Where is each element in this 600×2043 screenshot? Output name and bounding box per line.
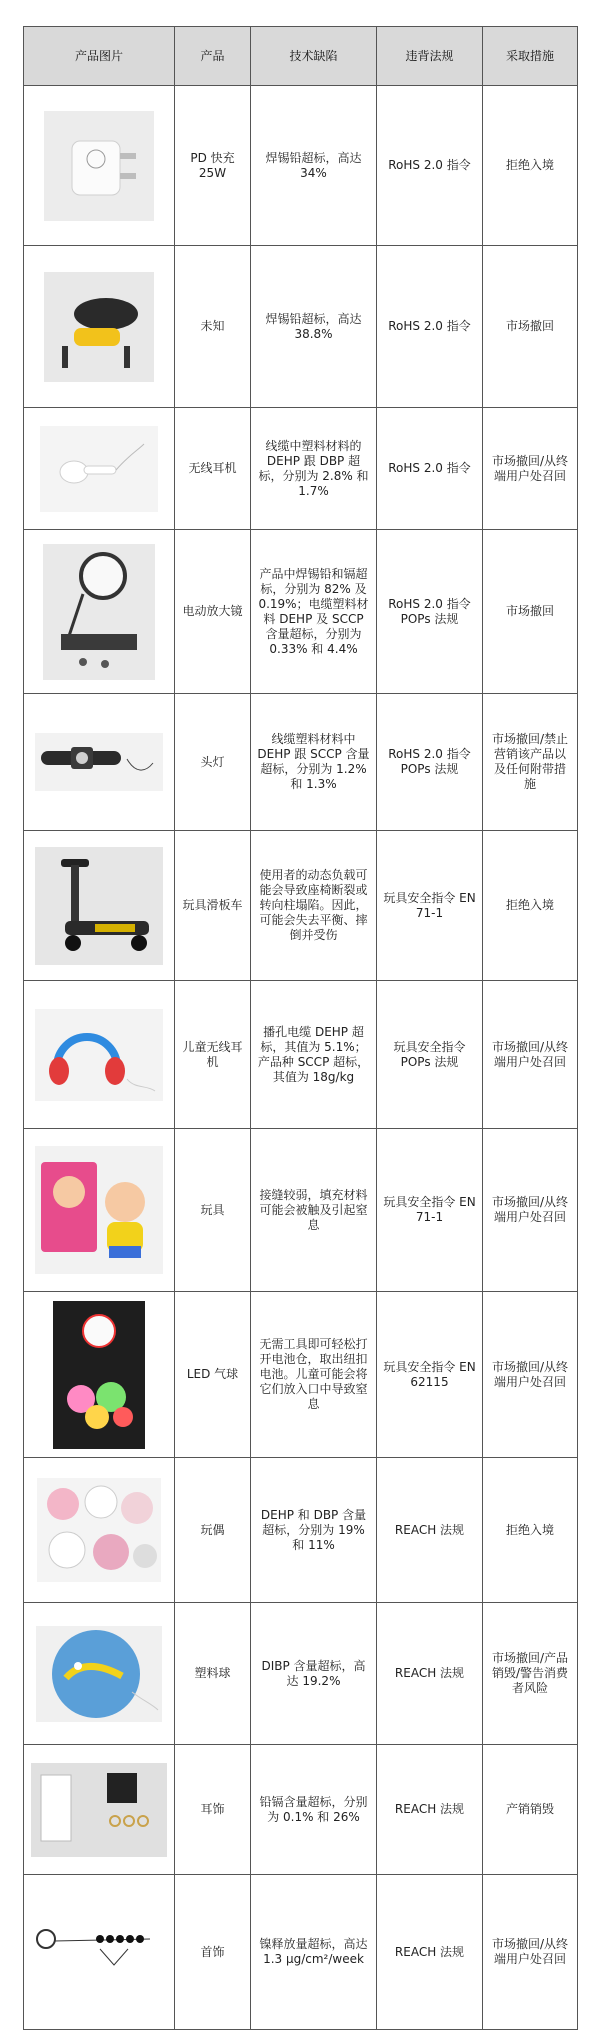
product-image-cell	[24, 1129, 175, 1292]
headphones-image	[35, 1009, 163, 1101]
violated-regulation: 玩具安全指令 EN 62115	[377, 1292, 483, 1458]
measure-taken: 市场撤回/从终端用户处召回	[483, 981, 578, 1129]
product-name: 头灯	[175, 694, 251, 831]
table-row	[24, 1458, 578, 1603]
balloons-image	[53, 1301, 145, 1449]
product-image-cell	[24, 1603, 175, 1745]
table-row	[24, 1745, 578, 1875]
technical-defect: 焊锡铅超标，高达 38.8%	[251, 246, 377, 408]
product-name: 电动放大镜	[175, 530, 251, 694]
table-row	[24, 530, 578, 694]
product-image-cell	[24, 831, 175, 981]
header-product: 产品	[175, 27, 251, 86]
product-image-cell	[24, 1458, 175, 1603]
technical-defect: 线缆塑料材料中 DEHP 跟 SCCP 含量超标，分别为 1.2% 和 1.3%	[251, 694, 377, 831]
violated-regulation: RoHS 2.0 指令 POPs 法规	[377, 530, 483, 694]
table-row	[24, 1129, 578, 1292]
measure-taken: 拒绝入境	[483, 86, 578, 246]
measure-taken: 市场撤回/从终端用户处召回	[483, 1875, 578, 2030]
measure-taken: 市场撤回/从终端用户处召回	[483, 408, 578, 530]
measure-taken: 拒绝入境	[483, 1458, 578, 1603]
measure-taken: 市场撤回	[483, 246, 578, 408]
product-name: 玩偶	[175, 1458, 251, 1603]
measure-taken: 市场撤回/产品销毁/警告消费者风险	[483, 1603, 578, 1745]
technical-defect: 镍释放量超标，高达 1.3 μg/cm²/week	[251, 1875, 377, 2030]
table-row	[24, 1875, 578, 2030]
table-row	[24, 86, 578, 246]
measure-taken: 市场撤回/从终端用户处召回	[483, 1292, 578, 1458]
violated-regulation: REACH 法规	[377, 1603, 483, 1745]
table-row	[24, 1292, 578, 1458]
headlamp-image	[35, 733, 163, 791]
product-name: 耳饰	[175, 1745, 251, 1875]
plastic-ball-image	[36, 1626, 162, 1722]
table-row	[24, 246, 578, 408]
product-name: 无线耳机	[175, 408, 251, 530]
bracelet-image	[30, 1917, 168, 1987]
product-image-cell	[24, 1292, 175, 1458]
technical-defect: 产品中焊锡铅和镉超标，分别为 82% 及 0.19%；电缆塑料材料 DEHP 及 SCCP 含量超标，分别为 0.33% 和 4.4%	[251, 530, 377, 694]
measure-taken: 市场撤回/从终端用户处召回	[483, 1129, 578, 1292]
product-name: 塑料球	[175, 1603, 251, 1745]
product-image-cell	[24, 408, 175, 530]
product-name: PD 快充 25W	[175, 86, 251, 246]
gamepad-image	[44, 272, 154, 382]
measure-taken: 市场撤回	[483, 530, 578, 694]
product-image-cell	[24, 1745, 175, 1875]
violated-regulation: REACH 法规	[377, 1745, 483, 1875]
product-image-cell	[24, 86, 175, 246]
header-defect: 技术缺陷	[251, 27, 377, 86]
table-row	[24, 981, 578, 1129]
technical-defect: 接缝较弱，填充材料可能会被触及引起窒息	[251, 1129, 377, 1292]
measure-taken: 拒绝入境	[483, 831, 578, 981]
violated-regulation: REACH 法规	[377, 1875, 483, 2030]
violated-regulation: 玩具安全指令 EN 71-1	[377, 1129, 483, 1292]
usb-charger-image	[44, 111, 154, 221]
product-name: LED 气球	[175, 1292, 251, 1458]
violated-regulation: 玩具安全指令 POPs 法规	[377, 981, 483, 1129]
product-name: 玩具滑板车	[175, 831, 251, 981]
header-row	[24, 27, 578, 86]
doll-image	[35, 1146, 163, 1274]
measure-taken: 市场撤回/禁止营销该产品以及任何附带措施	[483, 694, 578, 831]
product-image-cell	[24, 530, 175, 694]
technical-defect: DEHP 和 DBP 含量超标，分别为 19% 和 11%	[251, 1458, 377, 1603]
violated-regulation: RoHS 2.0 指令	[377, 246, 483, 408]
violated-regulation: 玩具安全指令 EN 71-1	[377, 831, 483, 981]
violated-regulation: REACH 法规	[377, 1458, 483, 1603]
earrings-image	[31, 1763, 167, 1857]
product-image-cell	[24, 1875, 175, 2030]
product-name: 儿童无线耳机	[175, 981, 251, 1129]
product-image-cell	[24, 246, 175, 408]
table-row	[24, 831, 578, 981]
technical-defect: 铅镉含量超标，分别为 0.1% 和 26%	[251, 1745, 377, 1875]
technical-defect: DIBP 含量超标，高达 19.2%	[251, 1603, 377, 1745]
header-law: 违背法规	[377, 27, 483, 86]
plush-dolls-image	[37, 1478, 161, 1582]
measure-taken: 产销销毁	[483, 1745, 578, 1875]
table-row	[24, 408, 578, 530]
recall-table	[23, 26, 578, 2030]
product-name: 未知	[175, 246, 251, 408]
technical-defect: 焊锡铅超标，高达 34%	[251, 86, 377, 246]
product-name: 首饰	[175, 1875, 251, 2030]
table-row	[24, 694, 578, 831]
technical-defect: 播孔电缆 DEHP 超标，其值为 5.1%；产品种 SCCP 超标，其值为 18g/kg	[251, 981, 377, 1129]
violated-regulation: RoHS 2.0 指令	[377, 86, 483, 246]
technical-defect: 无需工具即可轻松打开电池仓，取出纽扣电池。儿童可能会将它们放入口中导致窒息	[251, 1292, 377, 1458]
magnifier-image	[43, 544, 155, 680]
header-image: 产品图片	[24, 27, 175, 86]
violated-regulation: RoHS 2.0 指令	[377, 408, 483, 530]
earbud-image	[40, 426, 158, 512]
table-row	[24, 1603, 578, 1745]
scooter-image	[35, 847, 163, 965]
violated-regulation: RoHS 2.0 指令 POPs 法规	[377, 694, 483, 831]
header-measure: 采取措施	[483, 27, 578, 86]
product-image-cell	[24, 981, 175, 1129]
technical-defect: 使用者的动态负载可能会导致座椅断裂或转向柱塌陷。因此，可能会失去平衡、摔倒并受伤	[251, 831, 377, 981]
product-image-cell	[24, 694, 175, 831]
product-name: 玩具	[175, 1129, 251, 1292]
technical-defect: 线缆中塑料材料的 DEHP 跟 DBP 超标，分别为 2.8% 和 1.7%	[251, 408, 377, 530]
